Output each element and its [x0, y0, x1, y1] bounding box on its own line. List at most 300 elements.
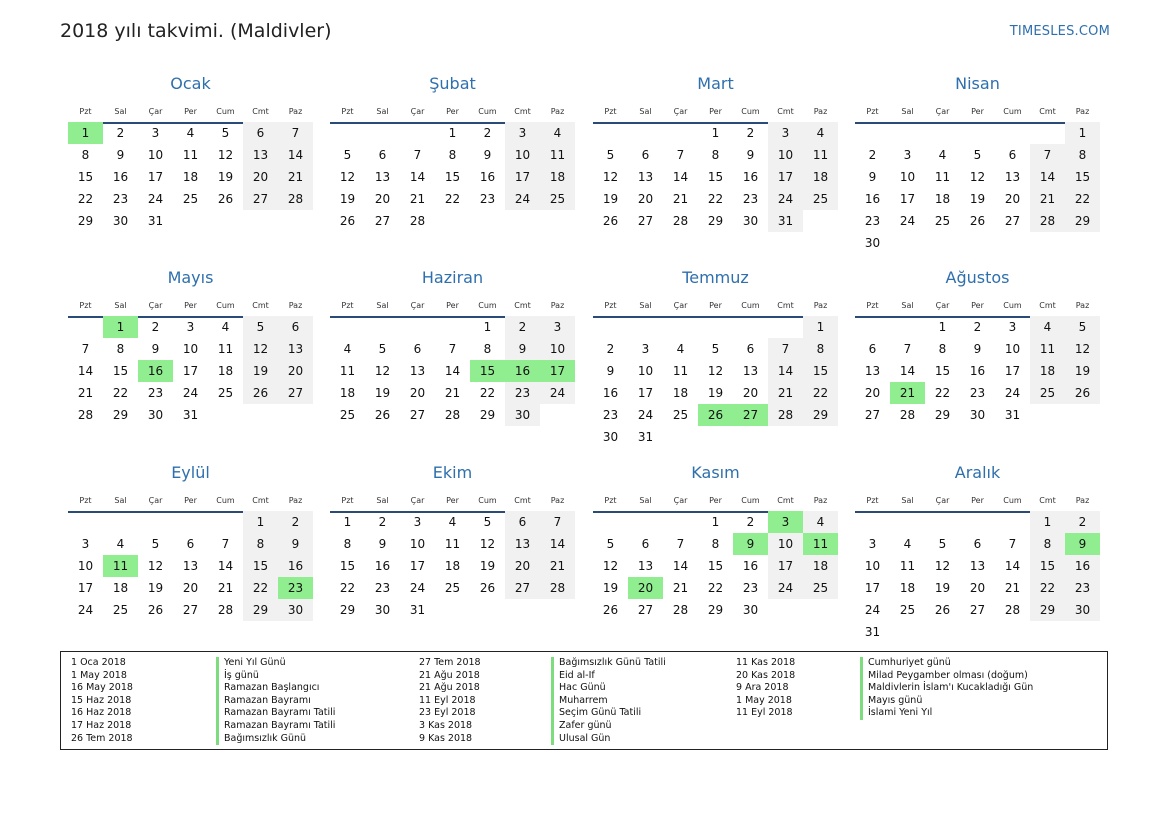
day-cell: 3 — [413, 515, 422, 529]
day-cell: 8 — [1065, 144, 1100, 166]
day-cell: 8 — [81, 148, 90, 162]
legend-holiday-name: Muharrem — [559, 694, 608, 706]
month-name: Ocak — [170, 74, 211, 93]
day-cell: 10 — [637, 364, 654, 378]
day-cell: 19 — [602, 581, 619, 595]
day-cell: 19 — [339, 192, 356, 206]
weekday-header: Cum — [1003, 496, 1022, 505]
day-cell: 17 — [768, 555, 803, 577]
weekday-header: Paz — [550, 107, 565, 116]
day-cell: 21 — [77, 386, 94, 400]
day-cell: 5 — [938, 537, 947, 551]
day-cell: 23 — [147, 386, 164, 400]
day-cell: 10 — [768, 533, 803, 555]
day-cell: 1 — [803, 316, 838, 338]
legend-dates-col-2 — [419, 657, 481, 745]
day-cell: 24 — [899, 214, 916, 228]
weekday-header: Pzt — [866, 496, 879, 505]
day-cell: 22 — [77, 192, 94, 206]
weekday-header: Paz — [288, 496, 303, 505]
day-cell: 15 — [707, 170, 724, 184]
day-cell: 15 — [339, 559, 356, 573]
weekday-header: Cmt — [252, 301, 269, 310]
legend-names-col-1 — [216, 657, 335, 745]
holiday-day-cell: 16 — [505, 360, 540, 382]
day-cell: 11 — [217, 342, 234, 356]
day-cell: 10 — [77, 559, 94, 573]
day-cell: 31 — [409, 603, 426, 617]
day-cell: 10 — [899, 170, 916, 184]
day-cell: 14 — [217, 559, 234, 573]
day-cell: 29 — [934, 408, 951, 422]
weekday-header: Paz — [813, 496, 828, 505]
weekday-header: Sal — [114, 496, 127, 505]
day-cell: 17 — [182, 364, 199, 378]
day-cell: 3 — [151, 126, 160, 140]
day-cell: 13 — [864, 364, 881, 378]
day-cell: 2 — [746, 515, 755, 529]
weekday-header: Sal — [376, 107, 389, 116]
legend-holiday-name: Eid al-If — [559, 669, 595, 681]
day-cell: 21 — [672, 192, 689, 206]
day-cell: 24 — [182, 386, 199, 400]
weekday-header: Cmt — [777, 496, 794, 505]
weekday-header: Çar — [410, 107, 425, 116]
day-cell: 21 — [540, 555, 575, 577]
legend-holiday-name: Maldivlerin İslam'ı Kucakladığı Gün — [868, 682, 1034, 694]
day-cell: 19 — [479, 559, 496, 573]
month-name: Ağustos — [945, 268, 1010, 287]
day-cell: 20 — [374, 192, 391, 206]
day-cell: 7 — [278, 122, 313, 144]
day-cell: 25 — [899, 603, 916, 617]
day-cell: 29 — [803, 404, 838, 426]
day-cell: 12 — [217, 148, 234, 162]
day-cell: 6 — [973, 537, 982, 551]
holiday-day-cell: 1 — [68, 122, 103, 144]
day-cell: 27 — [278, 382, 313, 404]
day-cell: 13 — [374, 170, 391, 184]
day-cell: 25 — [182, 192, 199, 206]
day-cell: 6 — [278, 316, 313, 338]
day-cell: 19 — [243, 360, 278, 382]
legend-holiday-name: Milad Peygamber olması (doğum) — [868, 669, 1028, 681]
day-cell: 22 — [444, 192, 461, 206]
day-cell: 1 — [343, 515, 352, 529]
day-cell: 1 — [483, 320, 492, 334]
legend-holiday-name: Yeni Yıl Günü — [224, 657, 286, 668]
holiday-day-cell: 15 — [470, 360, 505, 382]
weekday-header: Paz — [1075, 107, 1090, 116]
day-cell: 6 — [641, 148, 650, 162]
weekday-header: Cum — [741, 496, 760, 505]
legend-date: 20 Kas 2018 — [736, 669, 796, 681]
day-cell: 5 — [606, 537, 615, 551]
day-cell: 15 — [243, 555, 278, 577]
day-cell: 18 — [540, 166, 575, 188]
day-cell: 29 — [339, 603, 356, 617]
day-cell: 20 — [278, 360, 313, 382]
weekday-header: Sal — [376, 496, 389, 505]
day-cell: 29 — [479, 408, 496, 422]
day-cell: 19 — [147, 581, 164, 595]
day-cell: 7 — [81, 342, 90, 356]
legend-date: 9 Kas 2018 — [419, 732, 473, 744]
day-cell: 26 — [969, 214, 986, 228]
weekday-header: Per — [971, 107, 984, 116]
weekday-header: Cmt — [1039, 301, 1056, 310]
day-cell: 25 — [934, 214, 951, 228]
legend-holiday-name: Mayıs günü — [868, 694, 923, 706]
day-cell: 7 — [1008, 537, 1017, 551]
weekday-header: Pzt — [79, 301, 92, 310]
day-cell: 14 — [409, 170, 426, 184]
weekday-header: Paz — [1075, 496, 1090, 505]
day-cell: 15 — [112, 364, 129, 378]
weekday-header: Pzt — [341, 107, 354, 116]
holiday-day-cell: 17 — [540, 360, 575, 382]
day-cell: 22 — [707, 192, 724, 206]
weekday-header: Sal — [114, 107, 127, 116]
weekday-header: Cum — [478, 496, 497, 505]
day-cell: 27 — [637, 603, 654, 617]
weekday-header: Çar — [935, 301, 950, 310]
weekday-header: Cum — [741, 107, 760, 116]
day-cell: 16 — [278, 555, 313, 577]
legend-holiday-name: Seçim Günü Tatili — [559, 707, 642, 719]
weekday-header: Sal — [901, 107, 914, 116]
weekday-header: Çar — [148, 496, 163, 505]
weekday-header: Cmt — [777, 301, 794, 310]
day-cell: 12 — [602, 559, 619, 573]
day-cell: 15 — [707, 559, 724, 573]
day-cell: 16 — [112, 170, 129, 184]
day-cell: 5 — [483, 515, 492, 529]
day-cell: 17 — [147, 170, 164, 184]
weekday-header: Cmt — [514, 301, 531, 310]
day-cell: 8 — [483, 342, 492, 356]
day-cell: 25 — [672, 408, 689, 422]
legend-names-col-2 — [551, 657, 666, 745]
day-cell: 13 — [505, 533, 540, 555]
day-cell: 5 — [243, 316, 278, 338]
weekday-header: Cmt — [1039, 496, 1056, 505]
day-cell: 18 — [899, 581, 916, 595]
day-cell: 31 — [182, 408, 199, 422]
day-cell: 2 — [483, 126, 492, 140]
day-cell: 12 — [374, 364, 391, 378]
weekday-header: Pzt — [604, 301, 617, 310]
day-cell: 30 — [112, 214, 129, 228]
day-cell: 25 — [803, 188, 838, 210]
day-cell: 22 — [243, 577, 278, 599]
month-name: Ekim — [432, 463, 473, 482]
day-cell: 4 — [540, 122, 575, 144]
day-cell: 1 — [448, 126, 457, 140]
day-cell: 26 — [374, 408, 391, 422]
day-cell: 18 — [217, 364, 234, 378]
day-cell: 3 — [505, 122, 540, 144]
day-cell: 13 — [243, 144, 278, 166]
day-cell: 12 — [147, 559, 164, 573]
day-cell: 24 — [1004, 386, 1021, 400]
day-cell: 16 — [479, 170, 496, 184]
day-cell: 9 — [278, 533, 313, 555]
weekday-header: Per — [184, 107, 197, 116]
day-cell: 3 — [768, 122, 803, 144]
day-cell: 25 — [803, 577, 838, 599]
legend-holiday-name: Ulusal Gün — [559, 732, 611, 744]
weekday-header: Sal — [639, 301, 652, 310]
day-cell: 31 — [147, 214, 164, 228]
day-cell: 19 — [602, 192, 619, 206]
holiday-day-cell: 20 — [628, 577, 663, 599]
weekday-header: Cum — [478, 107, 497, 116]
day-cell: 18 — [934, 192, 951, 206]
day-cell: 11 — [934, 170, 951, 184]
legend-date: 1 Oca 2018 — [71, 657, 126, 668]
day-cell: 30 — [742, 214, 759, 228]
page-title: 2018 yılı takvimi. (Maldivler) — [60, 20, 332, 42]
day-cell: 8 — [448, 148, 457, 162]
day-cell: 12 — [707, 364, 724, 378]
day-cell: 28 — [77, 408, 94, 422]
day-cell: 30 — [147, 408, 164, 422]
day-cell: 26 — [602, 214, 619, 228]
day-cell: 10 — [864, 559, 881, 573]
day-cell: 14 — [77, 364, 94, 378]
day-cell: 23 — [374, 581, 391, 595]
day-cell: 8 — [1030, 533, 1065, 555]
month-name: Mart — [697, 74, 734, 93]
weekday-header: Pzt — [341, 496, 354, 505]
day-cell: 22 — [339, 581, 356, 595]
day-cell: 4 — [343, 342, 352, 356]
weekday-header: Cum — [216, 301, 235, 310]
day-cell: 7 — [448, 342, 457, 356]
day-cell: 30 — [742, 603, 759, 617]
weekday-header: Sal — [901, 301, 914, 310]
legend-holiday-name: Ramazan Bayramı — [224, 694, 311, 706]
day-cell: 16 — [742, 559, 759, 573]
day-cell: 2 — [746, 126, 755, 140]
day-cell: 13 — [969, 559, 986, 573]
legend-date: 23 Eyl 2018 — [419, 707, 476, 719]
day-cell: 24 — [147, 192, 164, 206]
day-cell: 9 — [606, 364, 615, 378]
weekday-header: Per — [709, 496, 722, 505]
day-cell: 17 — [409, 559, 426, 573]
day-cell: 27 — [505, 577, 540, 599]
weekday-header: Paz — [288, 301, 303, 310]
day-cell: 4 — [803, 122, 838, 144]
day-cell: 1 — [1030, 511, 1065, 533]
day-cell: 16 — [374, 559, 391, 573]
day-cell: 22 — [934, 386, 951, 400]
day-cell: 9 — [868, 170, 877, 184]
day-cell: 15 — [1030, 555, 1065, 577]
day-cell: 21 — [278, 166, 313, 188]
day-cell: 19 — [1065, 360, 1100, 382]
day-cell: 18 — [672, 386, 689, 400]
day-cell: 21 — [217, 581, 234, 595]
day-cell: 26 — [479, 581, 496, 595]
weekday-header: Çar — [673, 496, 688, 505]
legend-date: 17 Haz 2018 — [71, 719, 132, 731]
day-cell: 1 — [938, 320, 947, 334]
day-cell: 10 — [768, 144, 803, 166]
day-cell: 14 — [1004, 559, 1021, 573]
month-name: Nisan — [955, 74, 1000, 93]
day-cell: 30 — [374, 603, 391, 617]
day-cell: 4 — [221, 320, 230, 334]
holiday-day-cell: 3 — [768, 511, 803, 533]
weekday-header: Cum — [741, 301, 760, 310]
day-cell: 31 — [637, 430, 654, 444]
day-cell: 12 — [934, 559, 951, 573]
day-cell: 21 — [672, 581, 689, 595]
legend-holiday-name: Ramazan Bayramı Tatili — [224, 719, 336, 731]
day-cell: 18 — [803, 555, 838, 577]
legend-date: 3 Kas 2018 — [419, 719, 473, 731]
day-cell: 2 — [973, 320, 982, 334]
day-cell: 10 — [1004, 342, 1021, 356]
month-name: Eylül — [171, 463, 210, 482]
day-cell: 6 — [868, 342, 877, 356]
day-cell: 28 — [672, 214, 689, 228]
day-cell: 20 — [409, 386, 426, 400]
day-cell: 3 — [1008, 320, 1017, 334]
legend-date: 11 Eyl 2018 — [736, 707, 793, 719]
day-cell: 3 — [81, 537, 90, 551]
day-cell: 26 — [243, 382, 278, 404]
legend-holiday-name: Hac Günü — [559, 682, 606, 694]
weekday-header: Paz — [813, 107, 828, 116]
day-cell: 9 — [151, 342, 160, 356]
weekday-header: Per — [971, 301, 984, 310]
day-cell: 18 — [112, 581, 129, 595]
day-cell: 28 — [672, 603, 689, 617]
day-cell: 20 — [243, 166, 278, 188]
day-cell: 15 — [77, 170, 94, 184]
day-cell: 13 — [637, 170, 654, 184]
day-cell: 23 — [1065, 577, 1100, 599]
brand-link[interactable]: TIMESLES.COM — [1009, 24, 1110, 39]
day-cell: 20 — [505, 555, 540, 577]
day-cell: 3 — [868, 537, 877, 551]
weekday-header: Çar — [673, 301, 688, 310]
weekday-header: Cum — [1003, 301, 1022, 310]
weekday-header: Çar — [410, 301, 425, 310]
day-cell: 18 — [803, 166, 838, 188]
legend-date: 27 Tem 2018 — [419, 657, 481, 668]
legend-date: 1 May 2018 — [736, 694, 792, 706]
weekday-header: Per — [971, 496, 984, 505]
day-cell: 6 — [641, 537, 650, 551]
day-cell: 5 — [378, 342, 387, 356]
legend-date: 16 Haz 2018 — [71, 707, 132, 719]
day-cell: 23 — [969, 386, 986, 400]
day-cell: 19 — [374, 386, 391, 400]
day-cell: 7 — [221, 537, 230, 551]
day-cell: 22 — [803, 382, 838, 404]
day-cell: 20 — [637, 192, 654, 206]
day-cell: 27 — [1004, 214, 1021, 228]
weekday-header: Paz — [550, 301, 565, 310]
day-cell: 14 — [672, 170, 689, 184]
day-cell: 8 — [711, 148, 720, 162]
day-cell: 7 — [903, 342, 912, 356]
day-cell: 12 — [1065, 338, 1100, 360]
day-cell: 17 — [864, 581, 881, 595]
holiday-day-cell: 11 — [103, 555, 138, 577]
weekday-header: Sal — [639, 107, 652, 116]
day-cell: 26 — [934, 603, 951, 617]
weekday-header: Cmt — [252, 496, 269, 505]
day-cell: 7 — [768, 338, 803, 360]
day-cell: 11 — [182, 148, 199, 162]
day-cell: 16 — [864, 192, 881, 206]
day-cell: 21 — [1030, 188, 1065, 210]
day-cell: 19 — [707, 386, 724, 400]
day-cell: 9 — [116, 148, 125, 162]
day-cell: 22 — [479, 386, 496, 400]
day-cell: 12 — [479, 537, 496, 551]
day-cell: 11 — [1030, 338, 1065, 360]
day-cell: 30 — [602, 430, 619, 444]
day-cell: 29 — [1065, 210, 1100, 232]
day-cell: 9 — [378, 537, 387, 551]
day-cell: 1 — [711, 515, 720, 529]
day-cell: 26 — [339, 214, 356, 228]
day-cell: 10 — [505, 144, 540, 166]
holiday-day-cell: 16 — [138, 360, 173, 382]
weekday-header: Çar — [148, 301, 163, 310]
day-cell: 8 — [938, 342, 947, 356]
legend-holiday-name: Bağımsızlık Günü Tatili — [559, 657, 666, 668]
day-cell: 7 — [540, 511, 575, 533]
day-cell: 25 — [339, 408, 356, 422]
weekday-header: Per — [446, 107, 459, 116]
day-cell: 20 — [969, 581, 986, 595]
day-cell: 1 — [711, 126, 720, 140]
day-cell: 23 — [742, 581, 759, 595]
day-cell: 1 — [1065, 122, 1100, 144]
legend-holiday-name: Cumhuriyet günü — [868, 657, 951, 668]
day-cell: 12 — [243, 338, 278, 360]
day-cell: 10 — [182, 342, 199, 356]
weekday-header: Cum — [216, 496, 235, 505]
month-name: Haziran — [421, 268, 484, 287]
day-cell: 14 — [444, 364, 461, 378]
weekday-header: Çar — [148, 107, 163, 116]
holiday-day-cell: 23 — [278, 577, 313, 599]
day-cell: 6 — [186, 537, 195, 551]
day-cell: 26 — [602, 603, 619, 617]
day-cell: 5 — [343, 148, 352, 162]
holiday-day-cell: 27 — [733, 404, 768, 426]
day-cell: 4 — [116, 537, 125, 551]
day-cell: 24 — [768, 188, 803, 210]
day-cell: 1 — [243, 511, 278, 533]
weekday-header: Pzt — [79, 107, 92, 116]
day-cell: 18 — [182, 170, 199, 184]
day-cell: 5 — [1065, 316, 1100, 338]
day-cell: 6 — [1008, 148, 1017, 162]
day-cell: 30 — [864, 236, 881, 250]
holiday-legend — [60, 651, 1108, 750]
legend-date: 11 Eyl 2018 — [419, 694, 476, 706]
